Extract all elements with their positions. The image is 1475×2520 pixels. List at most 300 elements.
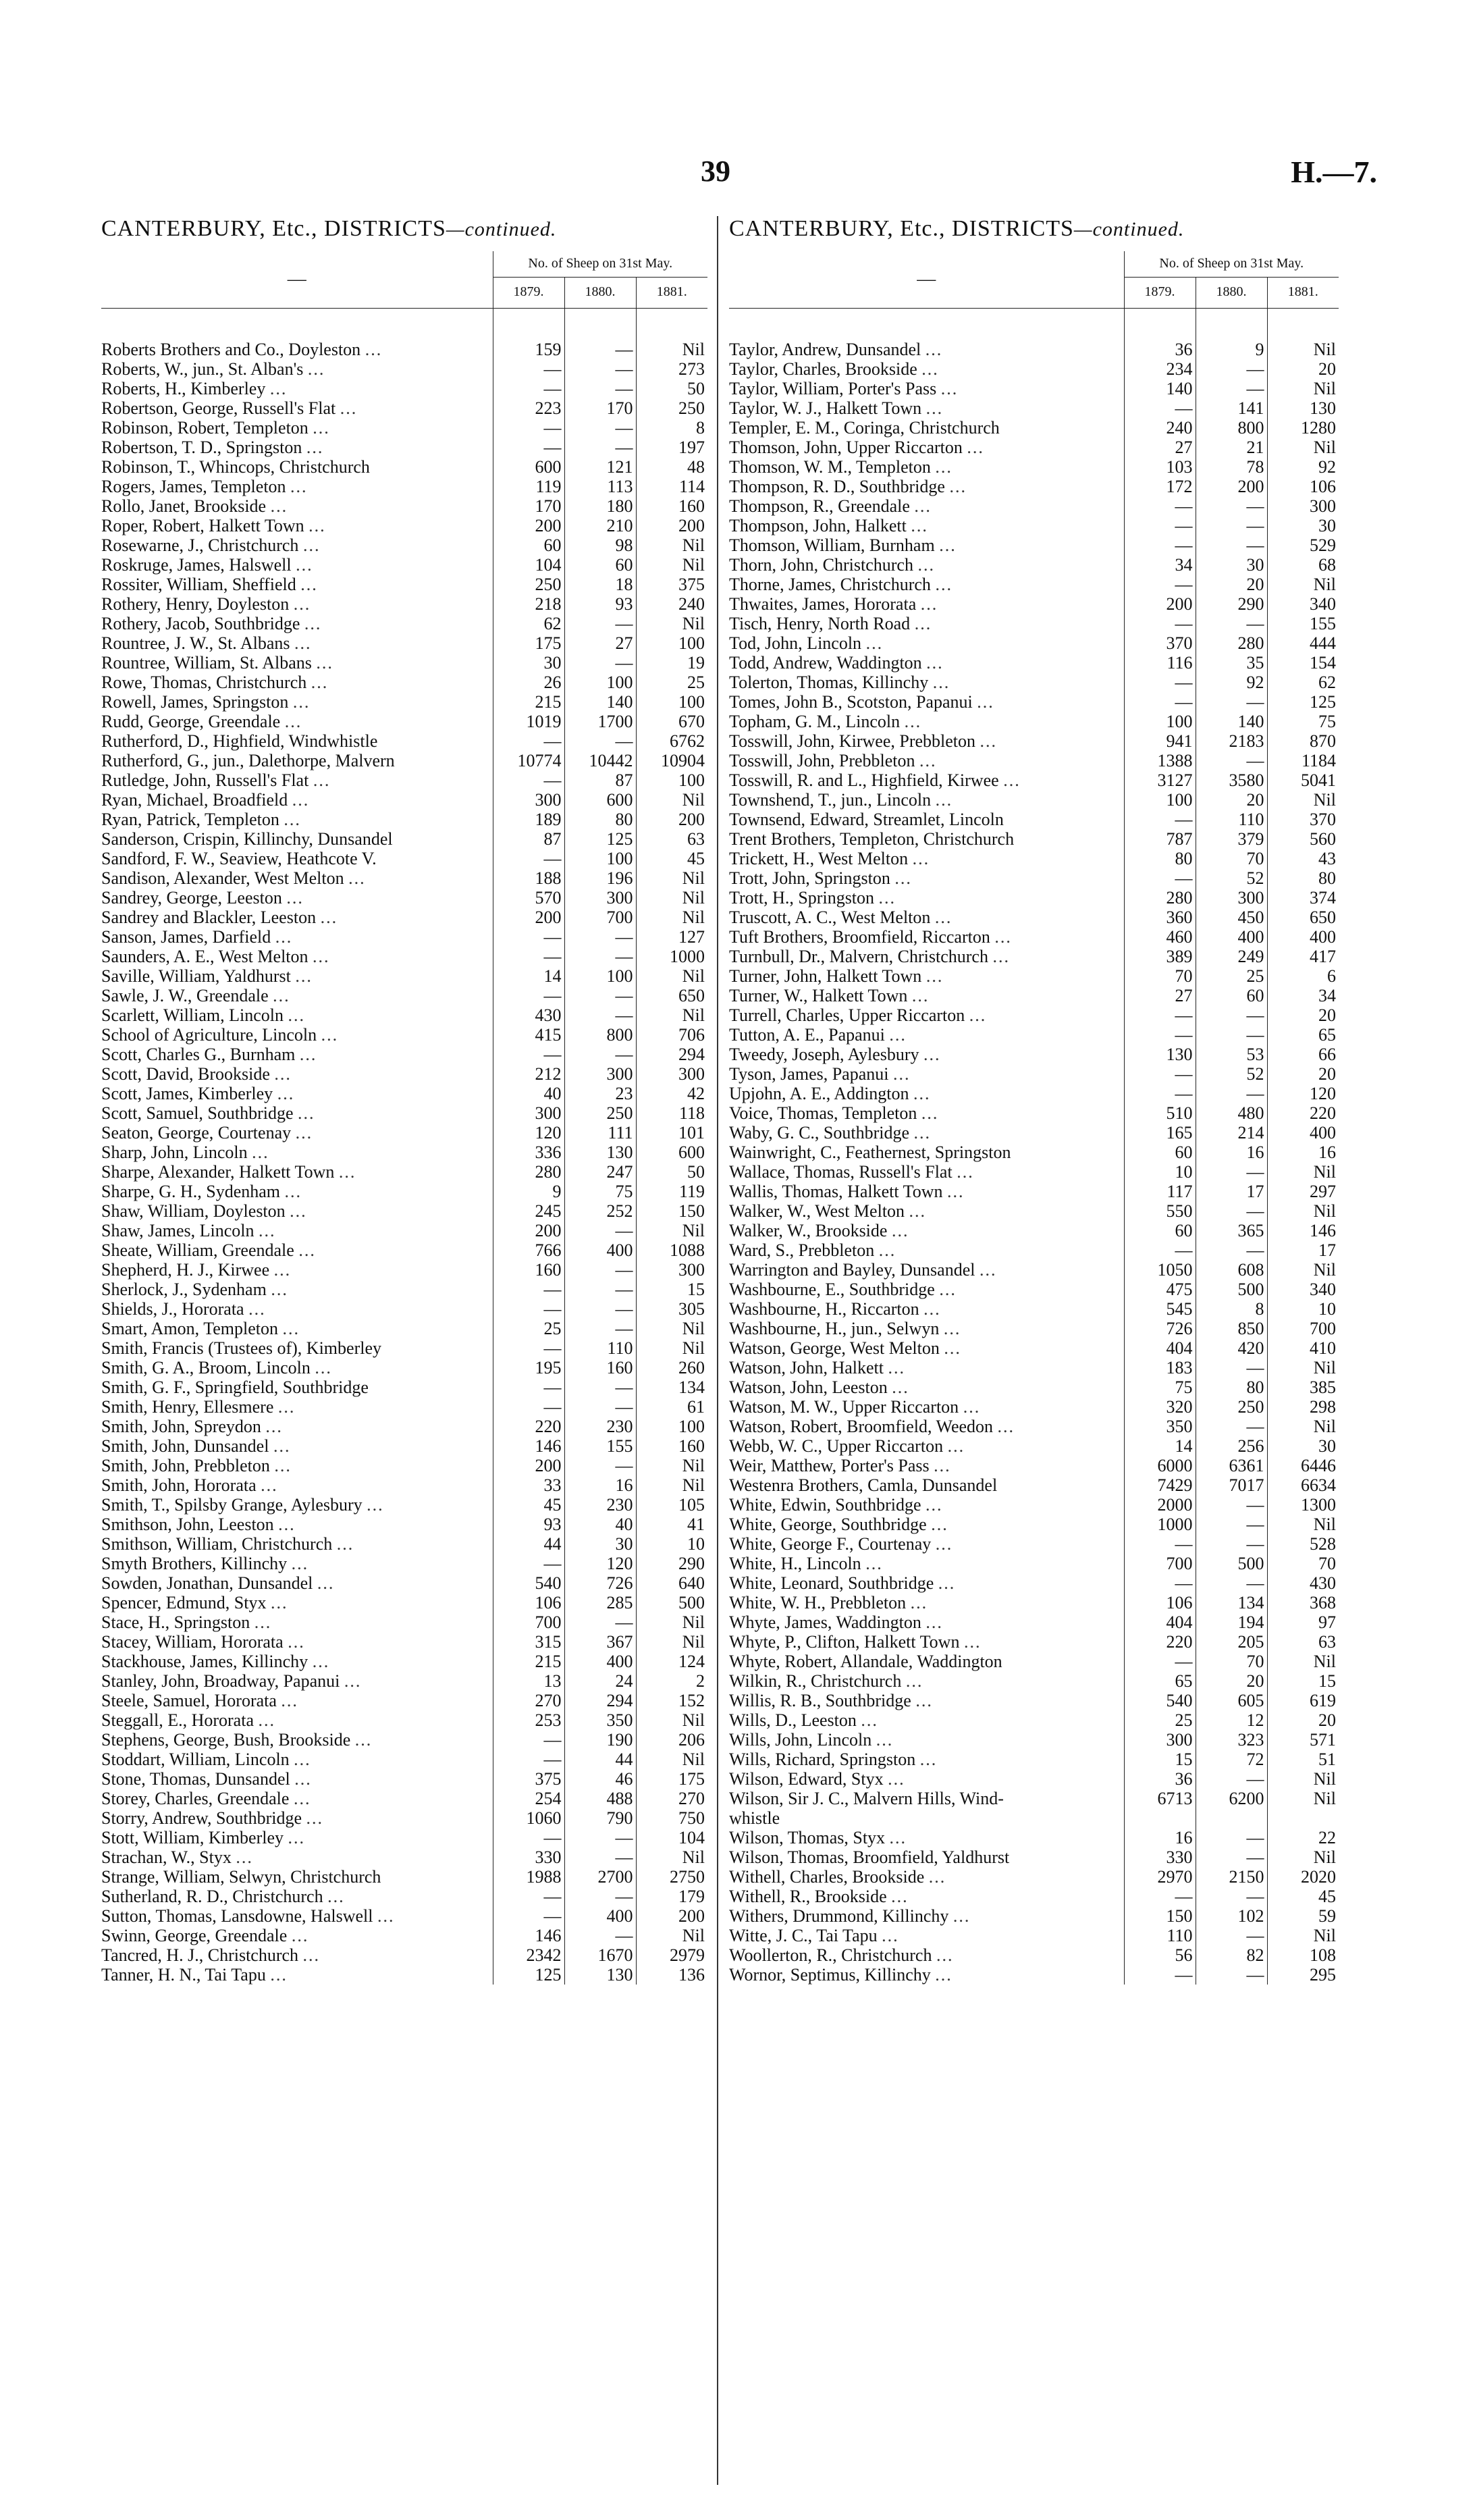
sheep-1880-cell: 12 xyxy=(1196,1710,1267,1730)
sheep-1879-cell: — xyxy=(493,379,564,398)
sheep-1881-cell: 104 xyxy=(636,1828,707,1847)
sheep-1880-cell: — xyxy=(1196,1887,1267,1906)
owner-cell xyxy=(101,790,493,810)
sheep-1879-cell: 215 xyxy=(493,1652,564,1671)
leader-dots: ... xyxy=(291,1926,309,1945)
sheep-1881-cell: 290 xyxy=(636,1554,707,1573)
leader-dots: ... xyxy=(944,1338,961,1358)
sheep-1879-cell: — xyxy=(1124,868,1196,888)
sheep-1881-cell: Nil xyxy=(1267,1260,1339,1280)
owner-name: Rudd, George, Greendale xyxy=(101,712,281,731)
sheep-1879-cell: 200 xyxy=(493,908,564,927)
sheep-1880-cell: 16 xyxy=(1196,1143,1267,1162)
sheep-1880-cell: 2183 xyxy=(1196,731,1267,751)
owner-name: Topham, G. M., Lincoln xyxy=(729,712,901,731)
table-row xyxy=(729,1084,1339,1103)
sheep-1880-cell: — xyxy=(1196,1201,1267,1221)
leader-dots: ... xyxy=(935,1534,953,1554)
sheep-1880-cell: — xyxy=(564,1926,636,1945)
sheep-1879-cell: 27 xyxy=(1124,438,1196,457)
sheep-1879-cell: 189 xyxy=(493,810,564,829)
owner-cell xyxy=(101,1495,493,1515)
table-row xyxy=(101,1691,707,1710)
sheep-1881-cell: 500 xyxy=(636,1593,707,1612)
table-row xyxy=(101,398,707,418)
sheep-1881-cell: 20 xyxy=(1267,1710,1339,1730)
table-row xyxy=(101,810,707,829)
sheep-1880-cell: 210 xyxy=(564,516,636,535)
table-row xyxy=(729,1769,1339,1789)
leader-dots: ... xyxy=(861,1710,878,1730)
sheep-1880-cell: 2150 xyxy=(1196,1867,1267,1887)
owner-name: Wallis, Thomas, Halkett Town xyxy=(729,1182,943,1201)
sheep-1880-cell: 488 xyxy=(564,1789,636,1808)
sheep-1879-cell: — xyxy=(1124,1573,1196,1593)
owner-name: Turnbull, Dr., Malvern, Christchurch xyxy=(729,947,988,966)
right-year-1879-header: 1879. xyxy=(1124,278,1196,309)
sheep-1881-cell: 127 xyxy=(636,927,707,947)
sheep-1879-cell: — xyxy=(493,1887,564,1906)
sheep-1881-cell: 297 xyxy=(1267,1182,1339,1201)
leader-dots: ... xyxy=(919,1750,938,1769)
sheep-1879-cell: 2000 xyxy=(1124,1495,1196,1515)
table-row xyxy=(101,438,707,457)
table-row xyxy=(101,1299,707,1319)
sheep-1881-cell: 870 xyxy=(1267,731,1339,751)
sheep-1880-cell: — xyxy=(564,1299,636,1319)
table-row xyxy=(729,1906,1339,1926)
owner-name: Wallace, Thomas, Russell's Flat xyxy=(729,1162,953,1182)
owner-cell xyxy=(101,731,493,751)
leader-dots: ... xyxy=(313,947,330,966)
sheep-1879-cell: 460 xyxy=(1124,927,1196,947)
sheep-1879-cell: 415 xyxy=(493,1025,564,1045)
sheep-1879-cell: — xyxy=(493,359,564,379)
sheep-1881-cell: 155 xyxy=(1267,614,1339,633)
right-year-1880-header: 1880. xyxy=(1196,278,1267,309)
owner-name: Trent Brothers, Templeton, Christchurch xyxy=(729,829,1015,849)
sheep-1880-cell: 155 xyxy=(564,1436,636,1456)
leader-dots: ... xyxy=(295,966,313,986)
table-row xyxy=(729,575,1339,594)
table-row xyxy=(101,594,707,614)
sheep-1879-cell: 106 xyxy=(1124,1593,1196,1612)
sheep-1879-cell: 1050 xyxy=(1124,1260,1196,1280)
sheep-1880-cell: 480 xyxy=(1196,1103,1267,1123)
sheep-1880-cell: 605 xyxy=(1196,1691,1267,1710)
sheep-1880-cell: — xyxy=(1196,751,1267,770)
owner-name: Tweedy, Joseph, Aylesbury xyxy=(729,1045,919,1064)
sheep-1881-cell: 10904 xyxy=(636,751,707,770)
sheep-1880-cell: 180 xyxy=(564,496,636,516)
owner-name: White, Leonard, Southbridge xyxy=(729,1573,934,1593)
leader-dots: ... xyxy=(912,849,930,868)
owner-name: Steele, Samuel, Hororata xyxy=(101,1691,277,1710)
sheep-1881-cell: Nil xyxy=(636,1319,707,1338)
sheep-1879-cell: 200 xyxy=(493,1221,564,1240)
sheep-1881-cell: 444 xyxy=(1267,633,1339,653)
owner-cell xyxy=(729,1417,1124,1436)
owner-cell xyxy=(729,1965,1124,1985)
owner-cell xyxy=(729,1240,1124,1260)
sheep-1880-cell: 400 xyxy=(564,1652,636,1671)
leader-dots: ... xyxy=(980,731,998,751)
sheep-1881-cell: 260 xyxy=(636,1358,707,1377)
sheep-1880-cell: — xyxy=(1196,1573,1267,1593)
sheep-1879-cell: 172 xyxy=(1124,477,1196,496)
table-row xyxy=(101,575,707,594)
sheep-1879-cell: 389 xyxy=(1124,947,1196,966)
table-row xyxy=(101,1084,707,1103)
sheep-1881-cell: 97 xyxy=(1267,1612,1339,1632)
sheep-1881-cell: 100 xyxy=(636,1417,707,1436)
owner-cell xyxy=(101,1358,493,1377)
table-row xyxy=(101,1906,707,1926)
sheep-1881-cell: 368 xyxy=(1267,1593,1339,1612)
leader-dots: ... xyxy=(294,1750,311,1769)
leader-dots: ... xyxy=(935,457,953,477)
sheep-1881-cell: 130 xyxy=(1267,398,1339,418)
owner-name: Tosswill, R. and L., Highfield, Kirwee xyxy=(729,770,999,790)
owner-cell xyxy=(101,849,493,868)
table-row xyxy=(101,1710,707,1730)
leader-dots: ... xyxy=(288,1632,305,1652)
table-row xyxy=(729,1377,1339,1397)
sheep-1879-cell: — xyxy=(1124,516,1196,535)
leader-dots: ... xyxy=(316,653,333,673)
owner-name: Tutton, A. E., Papanui xyxy=(729,1025,885,1045)
owner-cell xyxy=(729,555,1124,575)
sheep-1879-cell: 430 xyxy=(493,1005,564,1025)
sheep-1879-cell: 170 xyxy=(493,496,564,516)
sheep-1881-cell: 700 xyxy=(1267,1319,1339,1338)
leader-dots: ... xyxy=(935,790,953,810)
table-row xyxy=(729,1143,1339,1162)
owner-cell xyxy=(101,555,493,575)
sheep-1879-cell: 3127 xyxy=(1124,770,1196,790)
sheep-1879-cell: 2970 xyxy=(1124,1867,1196,1887)
sheep-1881-cell: 250 xyxy=(636,398,707,418)
table-row xyxy=(729,888,1339,908)
table-row xyxy=(101,849,707,868)
sheep-1880-cell: 80 xyxy=(1196,1377,1267,1397)
sheep-1881-cell: 63 xyxy=(636,829,707,849)
sheep-1879-cell: 300 xyxy=(493,1103,564,1123)
sheep-1879-cell: — xyxy=(1124,1240,1196,1260)
sheep-1881-cell: 6634 xyxy=(1267,1475,1339,1495)
leader-dots: ... xyxy=(293,1789,311,1808)
sheep-1880-cell: 98 xyxy=(564,535,636,555)
sheep-1881-cell: 119 xyxy=(636,1182,707,1201)
owner-cell xyxy=(101,1084,493,1103)
sheep-1880-cell: 113 xyxy=(564,477,636,496)
leader-dots: ... xyxy=(935,575,953,594)
table-row xyxy=(729,1417,1339,1436)
sheep-1880-cell: 100 xyxy=(564,849,636,868)
sheep-1879-cell: 320 xyxy=(1124,1397,1196,1417)
owner-cell xyxy=(729,496,1124,516)
sheep-1879-cell: — xyxy=(1124,614,1196,633)
owner-name: Scott, Charles G., Burnham xyxy=(101,1045,296,1064)
leader-dots: ... xyxy=(309,516,326,535)
sheep-1879-cell: 106 xyxy=(493,1593,564,1612)
sheep-1881-cell: 66 xyxy=(1267,1045,1339,1064)
owner-name: White, Edwin, Southbridge xyxy=(729,1495,921,1515)
sheep-1880-cell: — xyxy=(1196,1084,1267,1103)
table-row xyxy=(101,1143,707,1162)
sheep-1881-cell: 2750 xyxy=(636,1867,707,1887)
sheep-1880-cell: 1700 xyxy=(564,712,636,731)
owner-cell xyxy=(729,1280,1124,1299)
sheep-1879-cell: 245 xyxy=(493,1201,564,1221)
table-row xyxy=(729,1319,1339,1338)
sheep-1880-cell: — xyxy=(564,359,636,379)
owner-cell xyxy=(729,751,1124,770)
owner-cell xyxy=(729,1103,1124,1123)
leader-dots: ... xyxy=(928,1867,946,1887)
leader-dots: ... xyxy=(296,555,313,575)
table-row xyxy=(101,1573,707,1593)
sheep-1880-cell: 80 xyxy=(564,810,636,829)
leader-dots: ... xyxy=(865,1554,883,1573)
owner-cell xyxy=(101,1671,493,1691)
leader-dots: ... xyxy=(917,555,935,575)
table-row xyxy=(729,751,1339,770)
owner-cell xyxy=(101,398,493,418)
sheep-1880-cell: 290 xyxy=(1196,594,1267,614)
table-row xyxy=(101,1417,707,1436)
owner-cell xyxy=(729,1456,1124,1475)
owner-name: Turner, W., Halkett Town xyxy=(729,986,908,1005)
owner-name: Wilson, Thomas, Styx xyxy=(729,1828,886,1847)
sheep-1879-cell: — xyxy=(1124,810,1196,829)
owner-cell xyxy=(729,1064,1124,1084)
owner-name: Stephens, George, Bush, Brookside xyxy=(101,1730,351,1750)
table-row xyxy=(101,418,707,438)
sheep-1880-cell: 110 xyxy=(1196,810,1267,829)
owner-cell xyxy=(729,1338,1124,1358)
owner-cell xyxy=(729,1906,1124,1926)
table-row xyxy=(101,516,707,535)
sheep-1881-cell: 370 xyxy=(1267,810,1339,829)
sheep-1879-cell: 117 xyxy=(1124,1182,1196,1201)
sheep-1879-cell: 150 xyxy=(1124,1906,1196,1926)
left-heading-continued: —continued. xyxy=(446,218,557,240)
table-row xyxy=(101,340,707,359)
leader-dots: ... xyxy=(327,1887,345,1906)
left-sheep-table xyxy=(101,251,707,1985)
table-row xyxy=(729,1945,1339,1965)
table-row xyxy=(729,790,1339,810)
owner-cell xyxy=(729,575,1124,594)
owner-name: Rogers, James, Templeton xyxy=(101,477,286,496)
owner-name: Sanderson, Crispin, Killinchy, Dunsandel xyxy=(101,829,393,849)
leader-dots: ... xyxy=(1003,770,1021,790)
owner-name: Watson, Robert, Broomfield, Weedon xyxy=(729,1417,994,1436)
owner-cell xyxy=(101,1064,493,1084)
table-row xyxy=(729,1612,1339,1632)
sheep-1879-cell: 62 xyxy=(493,614,564,633)
table-row xyxy=(729,1162,1339,1182)
sheep-1880-cell: 20 xyxy=(1196,790,1267,810)
owner-cell xyxy=(729,986,1124,1005)
sheep-1879-cell: — xyxy=(1124,398,1196,418)
owner-name: Turner, John, Halkett Town xyxy=(729,966,922,986)
sheep-1881-cell: 1088 xyxy=(636,1240,707,1260)
table-row xyxy=(101,1338,707,1358)
sheep-1880-cell: 2700 xyxy=(564,1867,636,1887)
table-row xyxy=(101,379,707,398)
sheep-1880-cell: 294 xyxy=(564,1691,636,1710)
sheep-1881-cell: Nil xyxy=(1267,438,1339,457)
sheep-1879-cell: — xyxy=(493,1828,564,1847)
leader-dots: ... xyxy=(963,1632,982,1652)
owner-name: Sanson, James, Darfield xyxy=(101,927,271,947)
table-row xyxy=(729,1730,1339,1750)
leader-dots: ... xyxy=(953,1906,971,1926)
table-row xyxy=(101,770,707,790)
owner-cell xyxy=(729,1260,1124,1280)
table-row xyxy=(101,614,707,633)
leader-dots: ... xyxy=(943,1319,961,1338)
table-row xyxy=(729,1025,1339,1045)
sheep-1879-cell: 80 xyxy=(1124,849,1196,868)
sheep-1880-cell: 40 xyxy=(564,1515,636,1534)
owner-name: Smith, G. A., Broom, Lincoln xyxy=(101,1358,311,1377)
owner-name: White, George F., Courtenay xyxy=(729,1534,932,1554)
owner-cell xyxy=(101,1828,493,1847)
owner-name: Sharpe, Alexander, Halkett Town xyxy=(101,1162,335,1182)
sheep-1880-cell: 6361 xyxy=(1196,1456,1267,1475)
sheep-1880-cell: 285 xyxy=(564,1593,636,1612)
sheep-1881-cell: Nil xyxy=(636,1612,707,1632)
owner-name: Tisch, Henry, North Road xyxy=(729,614,911,633)
sheep-1881-cell: Nil xyxy=(636,1847,707,1867)
owner-name: Storey, Charles, Greendale xyxy=(101,1789,290,1808)
leader-dots: ... xyxy=(292,790,310,810)
sheep-1879-cell: — xyxy=(493,770,564,790)
sheep-1881-cell: Nil xyxy=(1267,1789,1339,1808)
owner-name: Sutherland, R. D., Christchurch xyxy=(101,1887,323,1906)
owner-cell xyxy=(729,810,1124,829)
owner-cell xyxy=(729,516,1124,535)
table-row xyxy=(101,1926,707,1945)
sheep-1879-cell: — xyxy=(493,1338,564,1358)
table-row xyxy=(101,908,707,927)
leader-dots: ... xyxy=(313,418,330,438)
sheep-1879-cell: 2342 xyxy=(493,1945,564,1965)
sheep-1880-cell: 256 xyxy=(1196,1436,1267,1456)
owner-cell xyxy=(729,1554,1124,1573)
sheep-1881-cell: 45 xyxy=(636,849,707,868)
sheep-1880-cell: 140 xyxy=(564,692,636,712)
owner-cell xyxy=(729,1123,1124,1143)
leader-dots: ... xyxy=(939,1280,957,1299)
leader-dots: ... xyxy=(921,1103,939,1123)
owner-cell xyxy=(101,1808,493,1828)
leader-dots: ... xyxy=(269,379,288,398)
owner-name: Stace, H., Springston xyxy=(101,1612,250,1632)
leader-dots: ... xyxy=(293,594,311,614)
sheep-1881-cell: 6762 xyxy=(636,731,707,751)
leader-dots: ... xyxy=(344,1671,362,1691)
owner-cell xyxy=(729,1789,1124,1808)
table-row xyxy=(101,868,707,888)
leader-dots: ... xyxy=(302,535,321,555)
sheep-1881-cell: Nil xyxy=(1267,1515,1339,1534)
owner-cell xyxy=(729,947,1124,966)
leader-dots: ... xyxy=(932,673,950,692)
table-row xyxy=(101,457,707,477)
sheep-1880-cell: 60 xyxy=(1196,986,1267,1005)
sheep-1881-cell: Nil xyxy=(1267,1847,1339,1867)
owner-name: Witte, J. C., Tai Tapu xyxy=(729,1926,878,1945)
table-row xyxy=(729,868,1339,888)
sheep-1880-cell: 400 xyxy=(564,1906,636,1926)
owner-name: Robinson, Robert, Templeton xyxy=(101,418,309,438)
owner-cell xyxy=(729,1201,1124,1221)
leader-dots: ... xyxy=(911,516,928,535)
sheep-1881-cell: 179 xyxy=(636,1887,707,1906)
sheep-1879-cell: 475 xyxy=(1124,1280,1196,1299)
table-row xyxy=(101,1397,707,1417)
table-row xyxy=(729,594,1339,614)
sheep-1880-cell: 280 xyxy=(1196,633,1267,653)
owner-cell xyxy=(101,1515,493,1534)
owner-cell xyxy=(101,868,493,888)
sheep-1880-cell: — xyxy=(564,1260,636,1280)
table-row xyxy=(729,1338,1339,1358)
sheep-1879-cell: — xyxy=(493,986,564,1005)
owner-cell xyxy=(729,927,1124,947)
owner-name: Taylor, Andrew, Dunsandel xyxy=(729,340,921,359)
sheep-1879-cell: — xyxy=(493,1397,564,1417)
owner-cell xyxy=(101,1867,493,1887)
sheep-1881-cell: Nil xyxy=(636,1005,707,1025)
leader-dots: ... xyxy=(946,1182,965,1201)
owner-cell xyxy=(729,966,1124,986)
sheep-1880-cell: 82 xyxy=(1196,1945,1267,1965)
right-sheep-header: No. of Sheep on 31st May. xyxy=(1124,251,1339,278)
owner-cell xyxy=(729,1887,1124,1906)
sheep-1880-cell: 30 xyxy=(1196,555,1267,575)
owner-cell xyxy=(101,359,493,379)
sheep-1879-cell: — xyxy=(1124,1084,1196,1103)
owner-name: Withell, Charles, Brookside xyxy=(729,1867,925,1887)
sheep-1879-cell: 1388 xyxy=(1124,751,1196,770)
owner-cell xyxy=(729,692,1124,712)
leader-dots: ... xyxy=(294,1769,312,1789)
sheep-1880-cell: 52 xyxy=(1196,868,1267,888)
owner-name: Washbourne, H., Riccarton xyxy=(729,1299,919,1319)
sheep-1879-cell: 119 xyxy=(493,477,564,496)
owner-cell xyxy=(101,1593,493,1612)
owner-cell xyxy=(101,438,493,457)
sheep-1881-cell: 6446 xyxy=(1267,1456,1339,1475)
sheep-1879-cell: 159 xyxy=(493,340,564,359)
owner-cell xyxy=(101,1182,493,1201)
table-row xyxy=(101,1495,707,1515)
sheep-1879-cell: 146 xyxy=(493,1926,564,1945)
owner-name: Smith, John, Dunsandel xyxy=(101,1436,269,1456)
sheep-1879-cell: 700 xyxy=(493,1612,564,1632)
sheep-1880-cell: 300 xyxy=(564,888,636,908)
sheep-1879-cell: 1019 xyxy=(493,712,564,731)
sheep-1880-cell: 300 xyxy=(1196,888,1267,908)
sheep-1879-cell: 175 xyxy=(493,633,564,653)
sheep-1879-cell: — xyxy=(493,418,564,438)
owner-cell xyxy=(729,1495,1124,1515)
